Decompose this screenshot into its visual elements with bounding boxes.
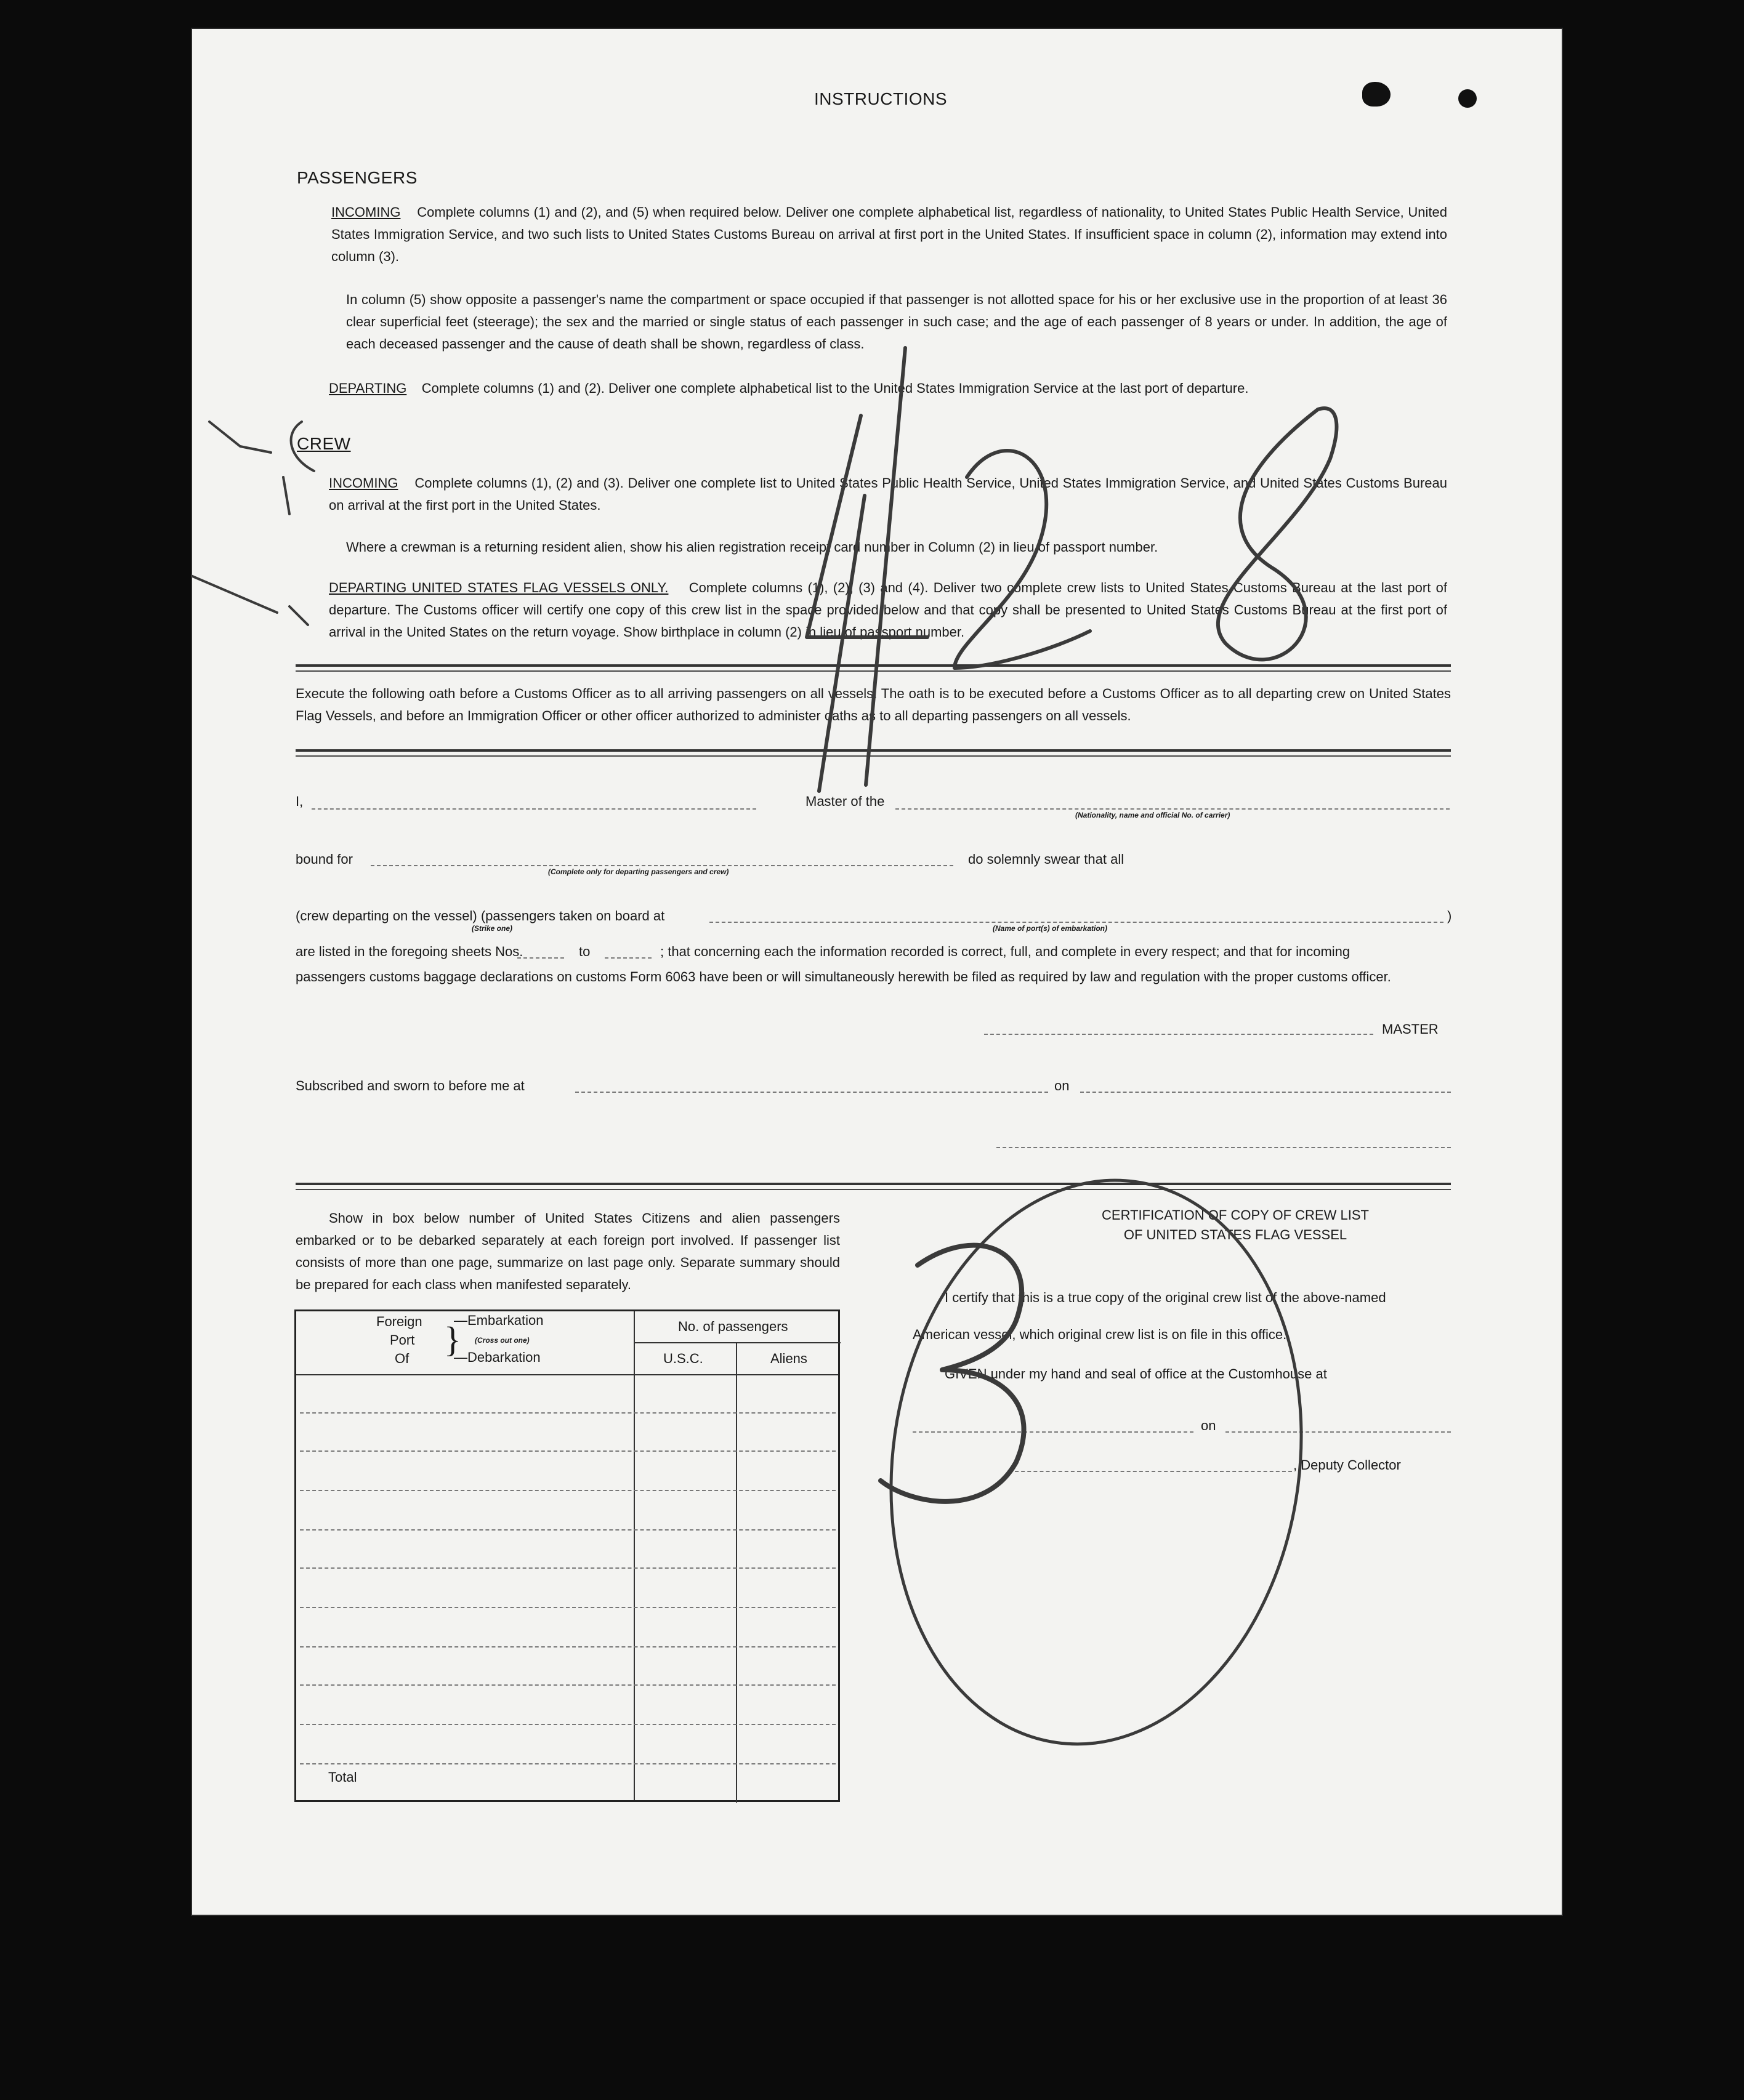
- handwritten-circle: [855, 1154, 1337, 1771]
- master-label: MASTER: [1382, 1021, 1439, 1037]
- handwritten-four-stem: [819, 496, 865, 791]
- crew-resident-paragraph: Where a crewman is a returning resident alien, show his alien registration receipt card number in Column (2) in lieu of passport number.: [346, 539, 1158, 555]
- listed-to-label: to: [579, 944, 591, 959]
- listed-label-b: ; that concerning each the information recorded is correct, full, and complete in every respect; and that for incoming: [660, 944, 1350, 959]
- document-page: [191, 28, 1563, 1916]
- crew-incoming-label: INCOMING: [329, 475, 398, 491]
- column5-paragraph: In column (5) show opposite a passenger's name the compartment or space occupied if that passenger is not allotted space for his or her exclusive use in the proportion of at least 36 clear superficial feet (steerage); the sex and the married or single status of each passenger in such case; and the age of each passenger of 8 years or under. In addition, the age of each deceased passenger and the cause of death shall be shown, regardless of class.: [346, 292, 1447, 352]
- table-total-label: Total: [328, 1769, 357, 1785]
- table-aliens-label: Aliens: [770, 1351, 807, 1366]
- oath-i-label: I,: [296, 794, 304, 809]
- page-title: INSTRUCTIONS: [814, 89, 947, 108]
- certification-line-2: American vessel, which original crew list is on file in this office.: [913, 1327, 1287, 1342]
- crew-departing-text: Complete columns (1), (2), (3) and (4). Deliver two complete crew lists to United States Customs Bureau at the last port of departure. The Customs officer will certify one copy of this crew list in the space provided below and that copy shall be presented to United States Customs Bureau at the first port of arrival in the United States on the return voyage. Show birthplace in column (2) in lieu of passport number.: [329, 580, 1448, 640]
- subscribed-label: Subscribed and sworn to before me at: [296, 1078, 525, 1093]
- passengers-incoming-label: INCOMING: [331, 204, 401, 220]
- handwritten-four-stroke: [807, 416, 927, 637]
- table-of-label: Of: [395, 1351, 410, 1366]
- strike-one-note: (Strike one): [472, 924, 513, 933]
- deputy-collector-label: , Deputy Collector: [1293, 1457, 1401, 1473]
- table-cross-out-note: (Cross out one): [475, 1336, 530, 1345]
- handwritten-slash: [866, 348, 905, 785]
- passengers-heading: PASSENGERS: [297, 168, 418, 187]
- listed-label-c: passengers customs baggage declarations on customs Form 6063 have been or will simultaneously herewith be filed as required by law and regulation with the proper customs officer.: [296, 969, 1391, 984]
- table-debarkation-label: —Debarkation: [454, 1350, 541, 1365]
- certification-on-label: on: [1201, 1418, 1216, 1433]
- table-embarkation-label: —Embarkation: [454, 1313, 544, 1328]
- table-port-label: Port: [390, 1332, 415, 1348]
- summary-instruction: Show in box below number of United States Citizens and alien passengers embarked or to be debarked separately at each foreign port involved. If passenger list consists of more than one page, summarize on last page only. Separate summary should be prepared for each class when manifested separately.: [296, 1210, 840, 1292]
- brace-symbol: }: [444, 1319, 461, 1359]
- complete-only-note: (Complete only for departing passengers and crew): [548, 867, 729, 876]
- crew-passengers-label: (crew departing on the vessel) (passengers taken on board at: [296, 908, 665, 923]
- crew-departing-label: DEPARTING UNITED STATES FLAG VESSELS ONLY.: [329, 580, 669, 595]
- bound-for-label: bound for: [296, 851, 353, 867]
- nationality-note: (Nationality, name and official No. of carrier): [1075, 811, 1230, 819]
- table-usc-label: U.S.C.: [663, 1351, 703, 1366]
- handwritten-two: [955, 451, 1090, 668]
- swear-label: do solemnly swear that all: [968, 851, 1124, 867]
- handwritten-eight: [1218, 408, 1337, 659]
- close-paren: ): [1447, 908, 1452, 923]
- passengers-incoming-text: Complete columns (1) and (2), and (5) when required below. Deliver one complete alphabetical list, regardless of nationality, to United States Public Health Service, United States Immigration Service, and two such lists to United States Customs Bureau on arrival at first port in the United States. If insufficient space in column (2), information may extend into column (3).: [331, 204, 1447, 264]
- passengers-departing-label: DEPARTING: [329, 380, 407, 396]
- port-note: (Name of port(s) of embarkation): [993, 924, 1108, 933]
- certification-title-1: CERTIFICATION OF COPY OF CREW LIST: [1102, 1207, 1369, 1223]
- table-foreign-label: Foreign: [376, 1314, 422, 1329]
- handwriting-overlay: [191, 28, 1563, 1916]
- sworn-on-label: on: [1054, 1078, 1070, 1093]
- oath-instruction: Execute the following oath before a Customs Officer as to all arriving passengers on all vessels. The oath is to be executed before a Customs Officer as to all departing crew on United States Flag Vessels, and before an Immigration Officer or other officer authorized to administer oaths as to all departing passengers on all vessels.: [296, 686, 1451, 723]
- handwritten-three: [881, 1245, 1024, 1502]
- master-of-the-label: Master of the: [805, 794, 885, 809]
- certification-title-2: OF UNITED STATES FLAG VESSEL: [1123, 1227, 1347, 1242]
- crew-incoming-text: Complete columns (1), (2) and (3). Deliver one complete list to United States Public Health Service, United States Immigration Service, and United States Customs Bureau on arrival at the first port in the United States.: [329, 475, 1447, 513]
- crew-heading: CREW: [297, 434, 351, 453]
- certification-line-3: GIVEN under my hand and seal of office at the Customhouse at: [945, 1366, 1327, 1382]
- listed-label-a: are listed in the foregoing sheets Nos.: [296, 944, 523, 959]
- certification-line-1: I certify that this is a true copy of the original crew list of the above-named: [945, 1290, 1386, 1305]
- passengers-departing-text: Complete columns (1) and (2). Deliver one complete alphabetical list to the United States Immigration Service at the last port of departure.: [421, 380, 1249, 396]
- table-no-passengers-label: No. of passengers: [678, 1319, 788, 1334]
